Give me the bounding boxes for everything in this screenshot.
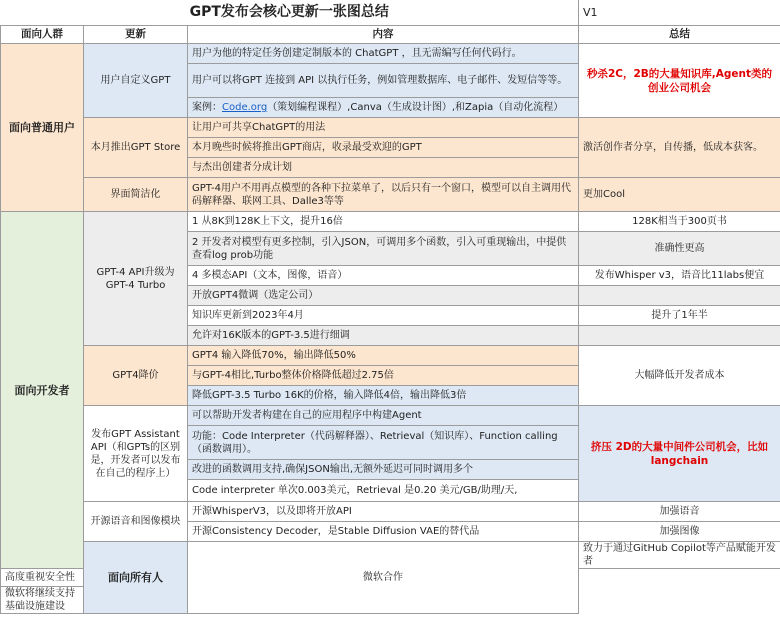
content-cell: 开源Consistency Decoder，是Stable Diffusion VAE的替代品 — [188, 522, 579, 542]
content-cell: 开源WhisperV3，以及即将开放API — [188, 502, 579, 522]
summary-voice: 加强语音 — [579, 502, 780, 522]
header-audience: 面向人群 — [1, 26, 84, 44]
summary-store: 激活创作者分享，自传播，低成本获客。 — [579, 118, 780, 178]
header-summary: 总结 — [579, 26, 780, 44]
summary-accuracy: 准确性更高 — [579, 232, 780, 266]
code-org-link[interactable]: Code.org — [222, 102, 268, 113]
content-cell: Code interpreter 单次0.003美元，Retrieval 是0.20 美元/GB/助理/天, — [188, 480, 579, 502]
case-rest: （策划编程课程）,Canva（生成设计图）,和Zapia（自动化流程） — [267, 102, 564, 113]
content-cell: 4 多模态API（文本，图像，语音） — [188, 266, 579, 286]
content-cell: 致力于通过GitHub Copilot等产品赋能开发者 — [579, 542, 780, 569]
audience-developer: 面向开发者 — [1, 212, 84, 569]
update-ms: 微软合作 — [188, 542, 579, 614]
update-turbo: GPT-4 API升级为GPT-4 Turbo — [84, 212, 188, 346]
content-cell: 可以帮助开发者构建在自己的应用程序中构建Agent — [188, 406, 579, 426]
case-prefix: 案例： — [192, 102, 222, 113]
update-custom-gpt: 用户自定义GPT — [84, 44, 188, 118]
summary-ui: 更加Cool — [579, 178, 780, 212]
content-cell: 功能：Code Interpreter（代码解释器）、Retrieval（知识库）、Function calling（函数调用）。 — [188, 426, 579, 460]
audience-regular: 面向普通用户 — [1, 44, 84, 212]
content-cell: 高度重视安全性 — [1, 569, 84, 587]
summary-empty — [579, 326, 780, 346]
summary-empty — [579, 286, 780, 306]
version-label: V1 — [579, 0, 780, 26]
update-store: 本月推出GPT Store — [84, 118, 188, 178]
update-ui: 界面简洁化 — [84, 178, 188, 212]
content-cell: 改进的函数调用支持,确保JSON输出,无额外延迟可同时调用多个 — [188, 460, 579, 480]
content-cell: 开放GPT4微调（选定公司） — [188, 286, 579, 306]
content-cell: 微软将继续支持基础设施建设 — [1, 587, 84, 614]
content-cell-case — [188, 98, 579, 118]
content-cell: GPT-4用户不用再点模型的各种下拉菜单了，以后只有一个窗口，模型可以自主调用代码解释器、联网工具、Dalle3等等 — [188, 178, 579, 212]
header-update: 更新 — [84, 26, 188, 44]
summary-price: 大幅降低开发者成本 — [579, 346, 780, 406]
summary-image: 加强图像 — [579, 522, 780, 542]
summary-context: 128K相当于300页书 — [579, 212, 780, 232]
content-cell: 2 开发者对模型有更多控制，引入JSON，可调用多个函数，引入可重现输出，中提供查看log prob功能 — [188, 232, 579, 266]
content-cell: 本月晚些时候将推出GPT商店，收录最受欢迎的GPT — [188, 138, 579, 158]
summary-custom-gpt: 秒杀2C，2B的大量知识库,Agent类的创业公司机会 — [579, 44, 780, 118]
page-title: GPT发布会核心更新一张图总结 — [1, 0, 579, 26]
content-cell: GPT4 输入降低70%，输出降低50% — [188, 346, 579, 366]
update-assistant: 发布GPT Assistant API（和GPTs的区别是，开发者可以发布在自己的程序上） — [84, 406, 188, 502]
update-voice: 开源语音和图像模块 — [84, 502, 188, 542]
audience-everyone: 面向所有人 — [84, 542, 188, 614]
content-cell: 与GPT-4相比,Turbo整体价格降低超过2.75倍 — [188, 366, 579, 386]
summary-whisper: 发布Whisper v3，语音比11labs便宜 — [579, 266, 780, 286]
summary-assistant: 挤压 2D的大量中间件公司机会，比如langchain — [579, 406, 780, 502]
summary-knowledge: 提升了1年半 — [579, 306, 780, 326]
content-cell: 用户为他的特定任务创建定制版本的 ChatGPT ，且无需编写任何代码行。 — [188, 44, 579, 64]
content-cell: 降低GPT-3.5 Turbo 16K的价格，输入降低4倍，输出降低3倍 — [188, 386, 579, 406]
content-cell: 让用户可共享ChatGPT的用法 — [188, 118, 579, 138]
content-cell: 知识库更新到2023年4月 — [188, 306, 579, 326]
update-price: GPT4降价 — [84, 346, 188, 406]
content-cell: 允许对16K版本的GPT-3.5进行细调 — [188, 326, 579, 346]
content-cell: 与杰出创建者分成计划 — [188, 158, 579, 178]
header-content: 内容 — [188, 26, 579, 44]
content-cell: 用户可以将GPT 连接到 API 以执行任务，例如管理数据库、电子邮件、发短信等等。 — [188, 64, 579, 98]
content-cell: 1 从8K到128K上下文，提升16倍 — [188, 212, 579, 232]
